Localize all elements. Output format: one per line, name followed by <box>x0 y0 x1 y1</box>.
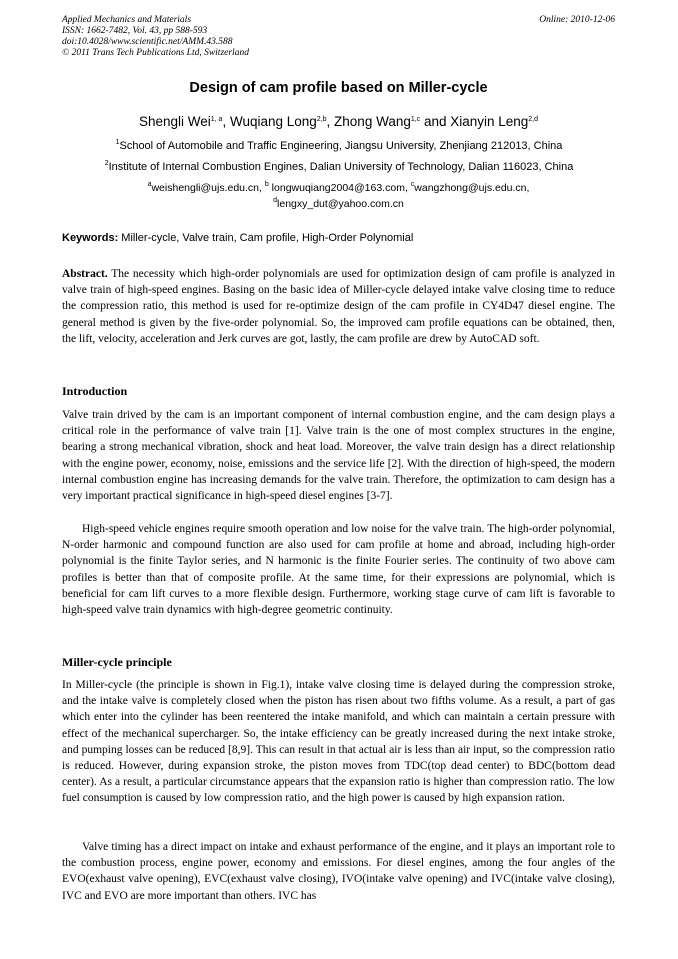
email-line-2 <box>62 196 615 212</box>
author-sup: 1, a <box>210 116 223 123</box>
affiliation-sup: 2 <box>104 160 109 167</box>
author-separator: , <box>326 114 335 129</box>
email-c: wangzhong@ujs.edu.cn, <box>414 182 530 194</box>
email-line-1 <box>62 180 615 196</box>
author-name: Shengli Wei <box>138 114 211 129</box>
email-sup: d <box>273 197 278 204</box>
email-a: weishengli@ujs.edu.cn, <box>151 182 265 194</box>
author-name: Wuqiang Long <box>229 114 317 129</box>
keywords-text: Miller-cycle, Valve train, Cam profile, High-Order Polynomial <box>118 232 414 244</box>
author-and: and <box>420 114 451 129</box>
online-date: Online: 2010-12-06 <box>539 15 615 25</box>
journal-name: Applied Mechanics and Materials <box>62 15 192 25</box>
intro-paragraph-2: High-speed vehicle engines require smooth operation and low noise for the valve train. The high-order polynomial, N-order harmonic and compound function are also used for cam profile at home and abroad, including high-order polynomial is the finite Taylor series, and N harmonic is the finite Fourier series. The continuity of two above cam profiles is better than that of composite profile. At the same time, for their expressions are polynomial, which is beneficial for cam lift curves to a more flexible design. Furthermore, working stage curve of cam lift is favorable to high-speed valve train dynamics with high-degree geometric continuity. <box>62 523 615 617</box>
author-sup: 1,c <box>410 116 421 123</box>
affiliation-text: Institute of Internal Combustion Engines, Dalian University of Technology, Dalian 116023, China <box>108 161 574 173</box>
email-sup: c <box>410 181 415 188</box>
author-list <box>62 114 615 129</box>
abstract <box>62 266 615 347</box>
keywords <box>62 232 615 244</box>
paper-title: Design of cam profile based on Miller-cycle <box>189 80 488 96</box>
author-sup: 2,d <box>528 116 539 123</box>
author-name: Zhong Wang <box>334 114 411 129</box>
section-heading-miller-cycle: Miller-cycle principle <box>62 655 172 669</box>
abstract-text: The necessity which high-order polynomials are used for optimization design of cam profile is analyzed in valve train of high-speed engines. Basing on the basic idea of Miller-cycle delayed intake valve closing time to reduce the compression ratio, this method is used for re-optimize design of the cam profile in CY4D47 diesel engine. The general method is given by the five-order polynomial. So, the improved cam profile equations can be obtained, then, the lift, velocity, acceleration and Jerk curves are got, lastly, the cam profile are drew by AutoCAD soft. <box>62 268 615 345</box>
affiliation-2 <box>40 161 638 173</box>
miller-paragraph-2: Valve timing has a direct impact on intake and exhaust performance of the engine, and it plays an important role to the combustion process, engine power, economy and emissions. For diesel engines, among the four angles of the EVO(exhaust valve opening), EVC(exhaust valve closing), IVO(intake valve opening) and IVC(intake valve closing), IVC and EVO are more important than others. IVC has <box>62 841 615 902</box>
email-sup: a <box>147 181 152 188</box>
email-d: lengxy_dut@yahoo.com.cn <box>277 198 404 210</box>
email-sup: b <box>264 181 269 188</box>
author-sup: 2,b <box>316 116 327 123</box>
intro-paragraph-1: Valve train drived by the cam is an important component of internal combustion engine, and the cam design plays a critical role in the performance of valve train [1]. Valve train is the one of most complex structures in the engine, bearing a strong mechanical vibration, shock and heat load. Moreover, the valve train design has a direct relationship with the engine power, economy, noise, emissions and the service life [2]. With the direction of high-speed, the modern internal combustion engine has increasing demands for the valve train. Therefore, the optimization to cam design has a very important practical significance in high-speed diesel engines [3-7]. <box>62 409 615 503</box>
keywords-label: Keywords: <box>62 232 119 244</box>
doi-line: doi:10.4028/www.scientific.net/AMM.43.588 <box>62 37 233 47</box>
journal-header <box>62 15 615 59</box>
email-block <box>62 180 615 212</box>
affiliation-1 <box>40 140 638 152</box>
miller-paragraph-1: In Miller-cycle (the principle is shown in Fig.1), intake valve closing time is delayed during the compression stroke, and the intake valve is completely closed when the piston has risen about two fifths volume. As a result, a part of gas which enter into the cylinder has been reentered the intake manifold, and which can maintain a certain pressure with effect of the mechanical supercharger. So, the intake efficiency can be greatly increased during the next intake stroke, and pumping losses can be reduced [8,9]. This can result in that actual air is less than air input, so the compression ratio is reduced. However, during expansion stroke, the piston moves from TDC(top dead center) to BDC(bottom dead center). As a result, a particular circumstance appears that the expansion ratio is higher than compression ratio. The low fuel consumption is caused by low compression ratio, and the high power is caused by high expansion ration. <box>62 679 615 805</box>
author-separator: , <box>222 114 230 129</box>
email-b: longwuqiang2004@163.com, <box>268 182 411 194</box>
abstract-label: Abstract. <box>62 268 108 280</box>
affiliation-text: School of Automobile and Traffic Engineering, Jiangsu University, Zhenjiang 212013, China <box>119 140 563 152</box>
author-name: Xianyin Leng <box>450 114 529 129</box>
copyright-line: © 2011 Trans Tech Publications Ltd, Switzerland <box>62 48 249 58</box>
affiliation-sup: 1 <box>115 139 120 146</box>
issn-line: ISSN: 1662-7482, Vol. 43, pp 588-593 <box>62 26 208 36</box>
section-heading-introduction: Introduction <box>62 384 128 398</box>
